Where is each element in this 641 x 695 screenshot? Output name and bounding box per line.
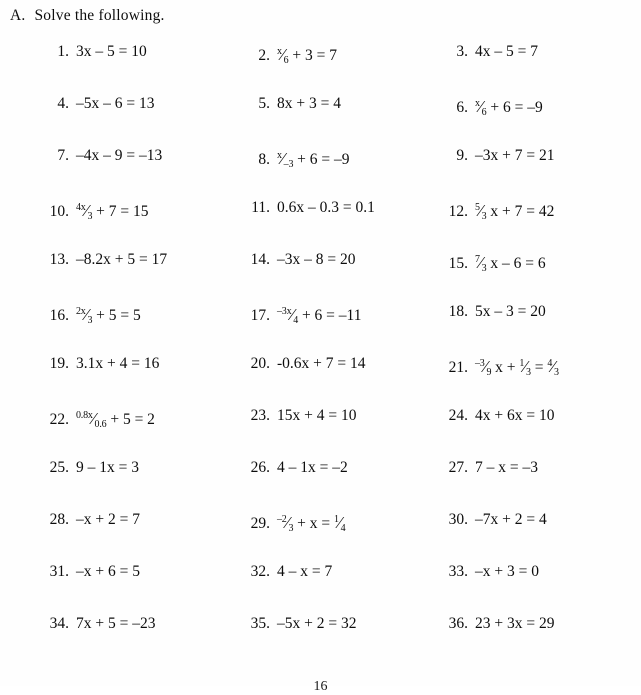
problem-item: [446, 613, 554, 635]
problem-item: [248, 613, 356, 635]
fraction-bar: ⁄: [290, 304, 294, 324]
fraction-denominator: –3: [283, 158, 294, 170]
fraction: [334, 509, 345, 540]
problem-equation: [277, 197, 375, 219]
problem-number: 31.: [49, 563, 69, 580]
fraction-numerator: 4x: [76, 201, 86, 213]
problem-equation: [76, 197, 149, 228]
equation-text: + 3 = 7: [288, 47, 337, 64]
equation-text: –5x + 2 = 32: [277, 615, 357, 632]
problem-equation: [76, 353, 159, 375]
equation-text: 3.1x + 4 = 16: [76, 355, 160, 372]
equation-text: 4x + 6x = 10: [475, 407, 555, 424]
fraction-bar: ⁄: [479, 200, 483, 220]
problem-item: [47, 561, 140, 583]
problem-item: [248, 301, 361, 332]
problem-equation: [475, 561, 539, 583]
problem-item: [47, 93, 155, 115]
fraction: [76, 197, 92, 228]
problem-item: [248, 145, 350, 176]
problem-number: 18.: [448, 303, 468, 320]
problem-number: 10.: [49, 203, 69, 220]
problem-item: [47, 613, 155, 635]
equation-text: 0.6x – 0.3 = 0.1: [277, 199, 375, 216]
fraction: [277, 509, 293, 540]
fraction-denominator: 6: [481, 106, 487, 118]
fraction-numerator: –2: [277, 513, 287, 525]
fraction-denominator: 4: [293, 314, 299, 326]
problem-equation: [475, 353, 559, 384]
equation-text: –x + 6 = 5: [76, 563, 140, 580]
equation-text: 23 + 3x = 29: [475, 615, 555, 632]
problem-number: 29.: [250, 515, 270, 532]
fraction-numerator: –3: [475, 357, 485, 369]
problem-equation: [76, 145, 162, 167]
problem-equation: [475, 301, 546, 323]
problem-row: [0, 197, 641, 249]
problem-number: 4.: [57, 95, 69, 112]
problem-item: [47, 353, 159, 375]
fraction-bar: ⁄: [479, 96, 483, 116]
equation-text: –8.2x + 5 = 17: [76, 251, 168, 268]
problem-equation: [76, 457, 139, 479]
problem-number: 9.: [456, 147, 468, 164]
fraction: [475, 93, 486, 124]
fraction-numerator: 0.8x: [76, 409, 93, 421]
problem-row: [0, 145, 641, 197]
problem-row: [0, 613, 641, 665]
problem-item: [248, 41, 337, 72]
equation-text: x – 6 = 6: [486, 255, 546, 272]
problem-item: [446, 301, 546, 323]
fraction-bar: ⁄: [551, 356, 555, 376]
problem-item: [248, 405, 356, 427]
equation-text: 4x – 5 = 7: [475, 43, 538, 60]
problem-equation: [475, 249, 546, 280]
problem-number: 5.: [258, 95, 270, 112]
problem-row: [0, 353, 641, 405]
fraction: [475, 249, 486, 280]
problem-equation: [76, 93, 155, 115]
equation-text: 7 – x = –3: [475, 459, 538, 476]
fraction-bar: ⁄: [85, 200, 88, 220]
fraction-denominator: 4: [340, 522, 346, 534]
problem-item: [446, 197, 554, 228]
fraction: [277, 145, 293, 176]
equation-text: –7x + 2 = 4: [475, 511, 547, 528]
problem-number: 25.: [49, 459, 69, 476]
fraction-denominator: 3: [526, 366, 531, 378]
page-number: 16: [313, 679, 328, 694]
problem-number: 7.: [57, 147, 69, 164]
equation-text: -0.6x + 7 = 14: [277, 355, 366, 372]
equation-text: 4 – x = 7: [277, 563, 333, 580]
fraction-bar: ⁄: [338, 512, 342, 532]
problem-number: 33.: [448, 563, 468, 580]
problem-row: [0, 457, 641, 509]
problem-equation: [475, 197, 554, 228]
equation-text: + 5 = 5: [92, 307, 141, 324]
problem-item: [47, 145, 162, 167]
problem-number: 8.: [258, 151, 270, 168]
equation-text: 5x – 3 = 20: [475, 303, 546, 320]
fraction: [277, 301, 298, 332]
problem-equation: [277, 301, 361, 332]
problem-number: 12.: [448, 203, 468, 220]
problem-equation: [277, 509, 345, 540]
problem-equation: [277, 145, 350, 176]
fraction: [475, 353, 491, 384]
equation-text: –x + 2 = 7: [76, 511, 140, 528]
problem-number: 11.: [251, 199, 270, 216]
problem-equation: [76, 509, 140, 531]
problem-item: [446, 405, 554, 427]
equation-text: 8x + 3 = 4: [277, 95, 341, 112]
fraction-denominator: 3: [554, 366, 559, 378]
fraction-numerator: 7: [475, 253, 480, 265]
problem-number: 17.: [250, 307, 270, 324]
equation-text: + x =: [293, 515, 334, 532]
problem-number: 20.: [250, 355, 270, 372]
fraction: [277, 41, 288, 72]
fraction-numerator: 1: [334, 513, 339, 525]
problem-row: [0, 41, 641, 93]
problem-item: [47, 301, 141, 332]
fraction-numerator: x: [475, 97, 480, 109]
problem-item: [47, 41, 147, 63]
problem-item: [47, 197, 149, 228]
problem-equation: [76, 301, 141, 332]
fraction-denominator: 9: [486, 366, 492, 378]
equation-text: x +: [491, 359, 520, 376]
problem-equation: [475, 613, 554, 635]
problem-number: 36.: [448, 615, 468, 632]
problem-item: [248, 457, 348, 479]
fraction-denominator: 6: [283, 54, 289, 66]
fraction-numerator: 1: [519, 357, 525, 369]
problem-item: [446, 145, 554, 167]
problem-number: 21.: [448, 359, 468, 376]
equation-text: 4 – 1x = –2: [277, 459, 348, 476]
equation-text: –x + 3 = 0: [475, 563, 539, 580]
fraction-numerator: x: [277, 45, 282, 57]
equation-text: + 7 = 15: [92, 203, 149, 220]
equation-text: 7x + 5 = –23: [76, 615, 156, 632]
problem-number: 3.: [456, 43, 468, 60]
equation-text: 9 – 1x = 3: [76, 459, 139, 476]
section-instruction: Solve the following.: [34, 7, 165, 24]
fraction-denominator: 3: [87, 314, 93, 326]
problem-equation: [475, 405, 554, 427]
problem-item: [248, 509, 345, 540]
problem-equation: [277, 249, 356, 271]
problem-item: [47, 457, 139, 479]
problem-row: [0, 249, 641, 301]
problem-equation: [277, 457, 348, 479]
problem-number: 30.: [448, 511, 468, 528]
fraction-numerator: –3x: [277, 305, 292, 317]
problem-number: 27.: [448, 459, 468, 476]
problem-item: [248, 561, 332, 583]
problem-item: [47, 509, 140, 531]
problem-number: 15.: [448, 255, 468, 272]
equation-text: –3x + 7 = 21: [475, 147, 555, 164]
problem-number: 14.: [250, 251, 270, 268]
fraction-numerator: x: [277, 149, 282, 161]
problem-item: [248, 93, 341, 115]
problem-item: [446, 561, 539, 583]
fraction: [475, 197, 486, 228]
problem-number: 2.: [258, 47, 270, 64]
fraction-bar: ⁄: [484, 356, 487, 376]
problem-equation: [76, 405, 155, 436]
problem-number: 32.: [250, 563, 270, 580]
fraction-numerator: 5: [475, 201, 480, 213]
problem-item: [47, 249, 167, 271]
problem-number: 26.: [250, 459, 270, 476]
problem-equation: [277, 93, 341, 115]
problem-equation: [76, 41, 147, 63]
problem-item: [446, 509, 547, 531]
fraction: [76, 405, 106, 436]
problem-equation: [475, 509, 547, 531]
problem-item: [446, 353, 559, 384]
fraction-numerator: 2x: [76, 305, 86, 317]
equation-text: –4x – 9 = –13: [76, 147, 163, 164]
problem-equation: [76, 249, 167, 271]
fraction-bar: ⁄: [479, 252, 483, 272]
problem-number: 16.: [49, 307, 69, 324]
fraction-denominator: 0.6: [94, 418, 107, 430]
section-letter: A.: [10, 7, 26, 24]
fraction-denominator: 3: [481, 262, 487, 274]
fraction-bar: ⁄: [281, 148, 285, 168]
problem-row: [0, 301, 641, 353]
problem-grid: [0, 41, 641, 665]
equation-text: + 6 = –9: [486, 99, 543, 116]
problem-equation: [76, 561, 140, 583]
equation-text: + 5 = 2: [106, 411, 155, 428]
fraction-bar: ⁄: [85, 304, 88, 324]
fraction-numerator: 4: [547, 357, 553, 369]
problem-number: 22.: [49, 411, 69, 428]
fraction-denominator: 3: [288, 522, 294, 534]
problem-item: [248, 197, 375, 219]
problem-number: 13.: [49, 251, 69, 268]
problem-row: [0, 405, 641, 457]
problem-row: [0, 561, 641, 613]
problem-item: [446, 41, 538, 63]
problem-number: 28.: [49, 511, 69, 528]
problem-item: [446, 93, 543, 124]
fraction-denominator: 3: [87, 210, 93, 222]
fraction: [519, 353, 530, 384]
equation-text: 15x + 4 = 10: [277, 407, 357, 424]
problem-equation: [475, 41, 538, 63]
problem-equation: [277, 41, 337, 72]
problem-number: 19.: [49, 355, 69, 372]
equation-text: x + 7 = 42: [486, 203, 555, 220]
problem-number: 1.: [57, 43, 69, 60]
problem-equation: [475, 457, 538, 479]
equation-text: –3x – 8 = 20: [277, 251, 356, 268]
section-heading: [10, 7, 165, 25]
problem-equation: [277, 353, 366, 375]
problem-equation: [277, 613, 356, 635]
problem-number: 24.: [448, 407, 468, 424]
problem-item: [446, 457, 538, 479]
problem-row: [0, 93, 641, 145]
problem-number: 6.: [456, 99, 468, 116]
problem-equation: [277, 405, 356, 427]
equation-text: 3x – 5 = 10: [76, 43, 147, 60]
fraction: [76, 301, 92, 332]
fraction-bar: ⁄: [281, 44, 285, 64]
equation-text: –5x – 6 = 13: [76, 95, 155, 112]
fraction-bar: ⁄: [92, 408, 96, 428]
problem-equation: [76, 613, 155, 635]
fraction-bar: ⁄: [286, 512, 289, 532]
problem-equation: [475, 93, 543, 124]
problem-equation: [277, 561, 332, 583]
problem-item: [446, 249, 546, 280]
fraction-denominator: 3: [481, 210, 487, 222]
equation-text: + 6 = –11: [298, 307, 362, 324]
fraction: [547, 353, 558, 384]
problem-number: 23.: [250, 407, 270, 424]
problem-item: [248, 353, 366, 375]
problem-number: 34.: [49, 615, 69, 632]
equation-text: =: [530, 359, 548, 376]
problem-row: [0, 509, 641, 561]
equation-text: + 6 = –9: [293, 151, 350, 168]
fraction-bar: ⁄: [523, 356, 527, 376]
problem-equation: [475, 145, 554, 167]
problem-item: [47, 405, 155, 436]
problem-number: 35.: [250, 615, 270, 632]
problem-item: [248, 249, 356, 271]
